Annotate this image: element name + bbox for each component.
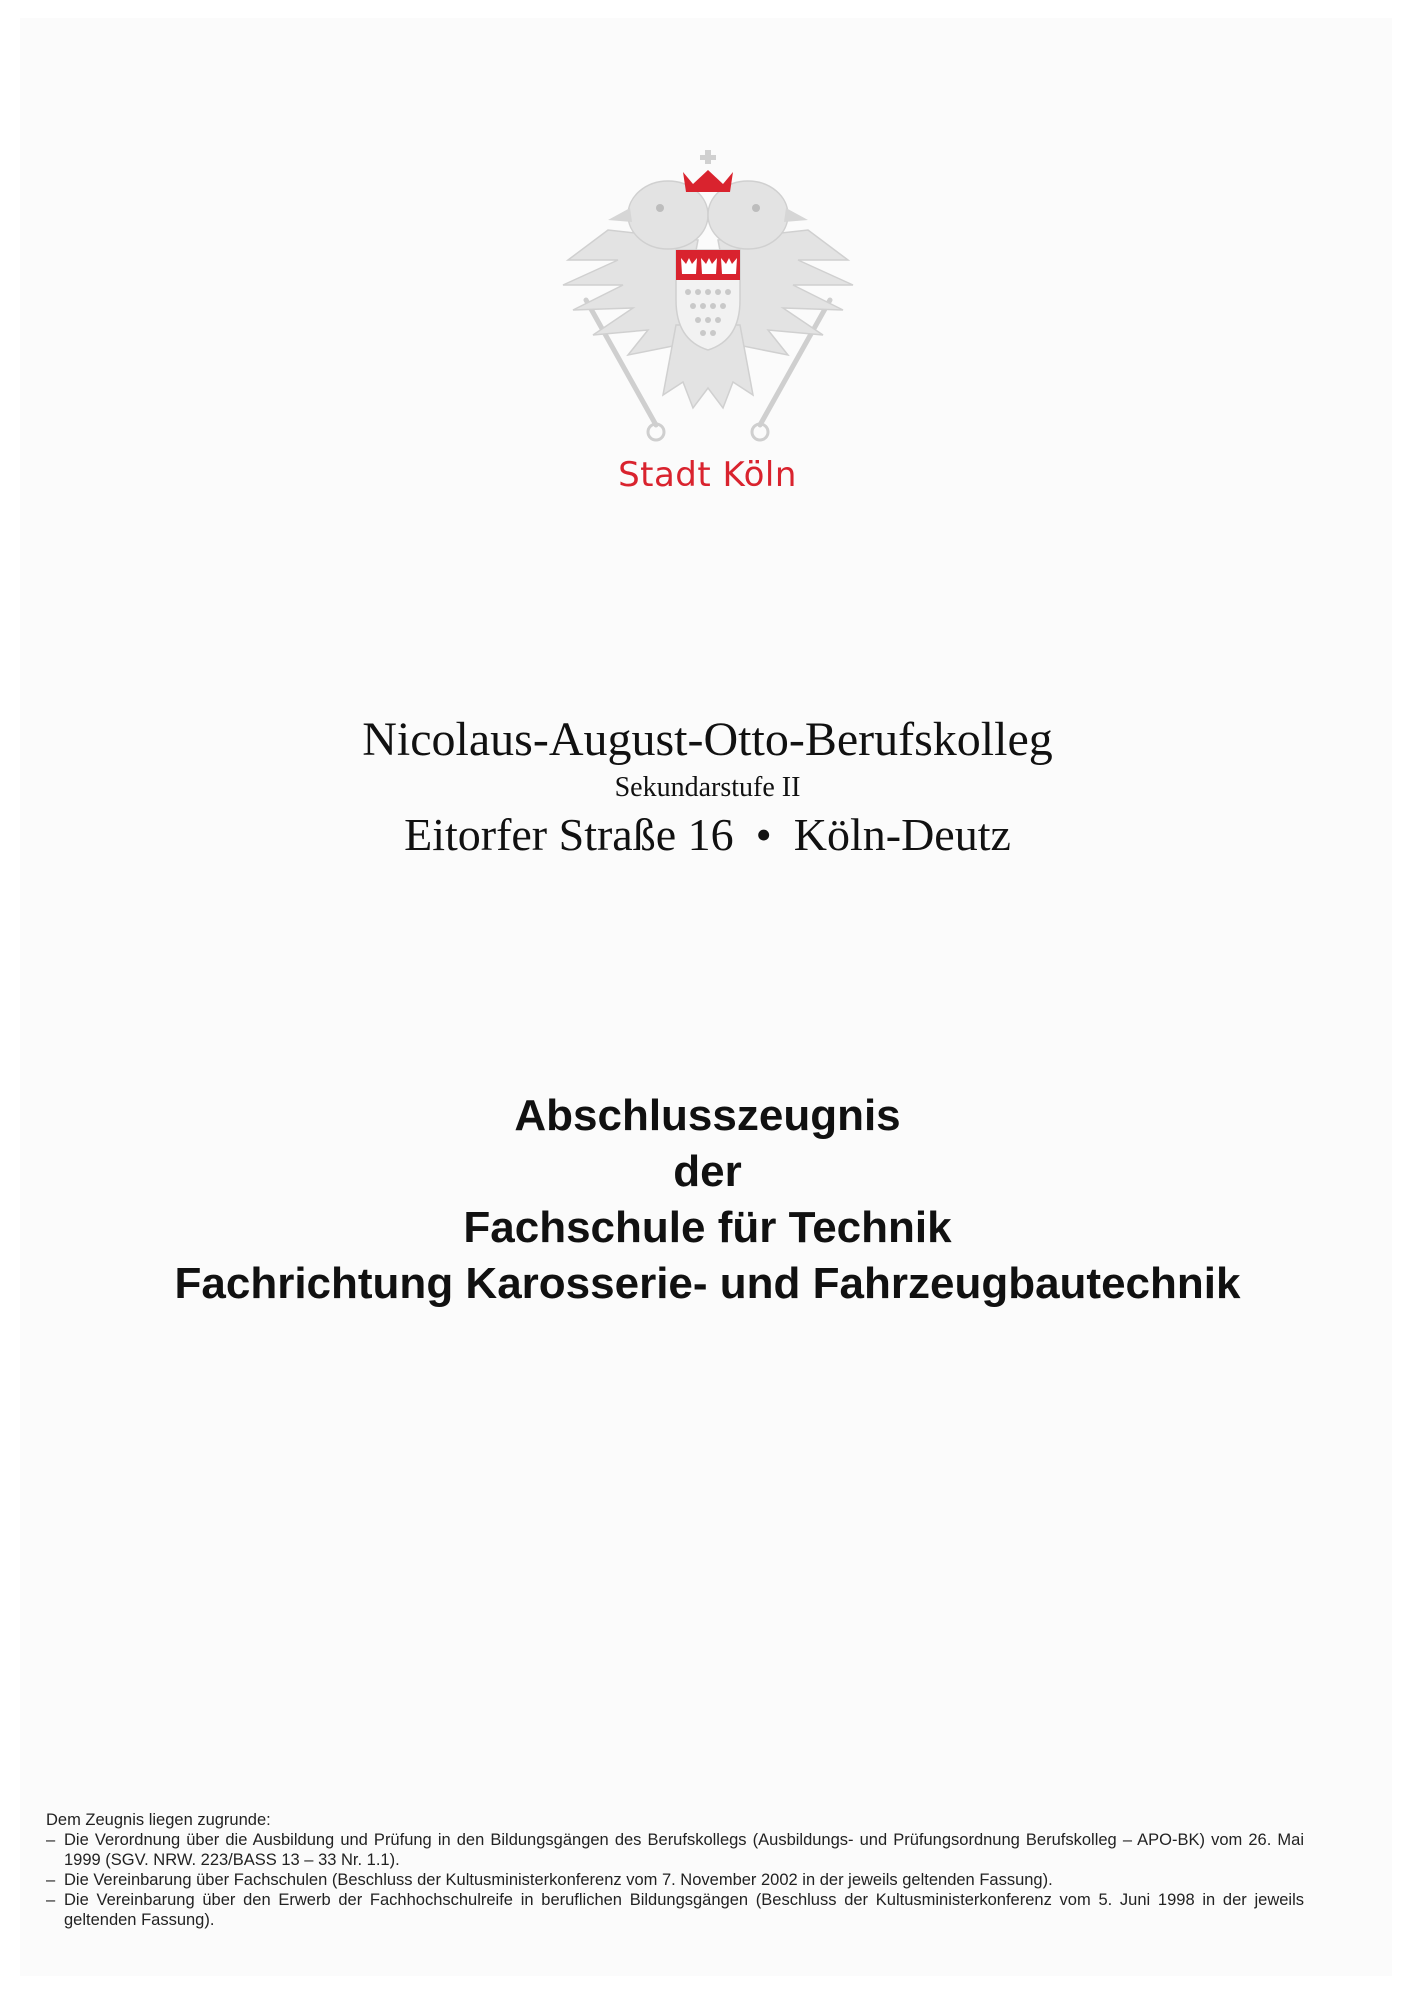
- footnote-item: – Die Vereinbarung über Fachschulen (Beschluss der Kultusministerkonferenz vom 7. November 2002 in der jeweils geltenden Fassung).: [46, 1870, 1304, 1890]
- school-street: Eitorfer Straße 16: [404, 809, 734, 860]
- footnote-item: – Die Vereinbarung über den Erwerb der Fachhochschulreife in beruflichen Bildungsgängen (Beschluss der Kultusministerkonferenz vom 5. Juni 1998 in der jeweils geltenden Fassung).: [46, 1890, 1304, 1930]
- title-line-4: Fachrichtung Karosserie- und Fahrzeugbautechnik: [174, 1259, 1241, 1308]
- school-district: Köln-Deutz: [793, 809, 1011, 860]
- title-line-1: Abschlusszeugnis: [514, 1091, 901, 1140]
- footnote-intro: Dem Zeugnis liegen zugrunde:: [46, 1811, 271, 1829]
- school-name: Nicolaus-August-Otto-Berufskolleg: [362, 713, 1053, 766]
- legal-basis-footnote: [46, 1810, 1304, 1930]
- footnote-list: [46, 1830, 1304, 1930]
- address-separator: •: [755, 809, 772, 860]
- title-line-2: der: [673, 1147, 742, 1196]
- school-level: Sekundarstufe II: [614, 772, 801, 803]
- school-address: [0, 808, 1415, 861]
- coat-of-arms-logo: [0, 150, 1415, 450]
- certificate-title: [0, 1088, 1415, 1312]
- cologne-coat-of-arms-eagle-icon: [548, 150, 868, 450]
- footnote-item: – Die Verordnung über die Ausbildung und Prüfung in den Bildungsgängen des Berufskollegs (Ausbildungs- und Prüfungsordnung Berufskolleg – APO-BK) vom 26. Mai 1999 (SGV. NRW. 223/BASS 13 – 33 Nr. 1.1).: [46, 1830, 1304, 1870]
- city-name: Stadt Köln: [618, 455, 797, 495]
- title-line-3: Fachschule für Technik: [463, 1203, 952, 1252]
